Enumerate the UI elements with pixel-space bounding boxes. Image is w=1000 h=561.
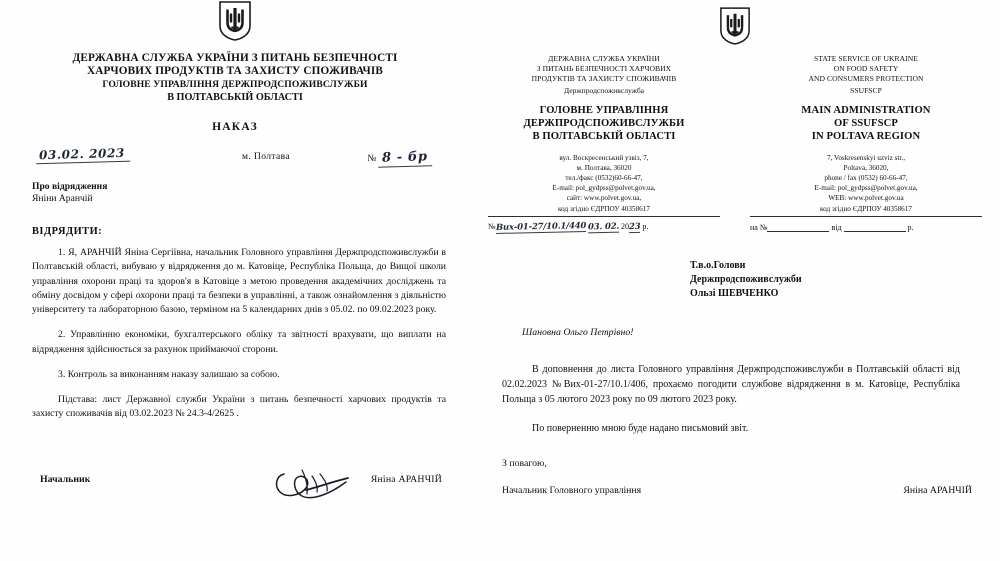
outgoing-number-handwritten: Вих-01-27/10.1/440 <box>495 220 586 233</box>
ukraine-trident-emblem-icon <box>0 0 470 42</box>
lh-uk-edrpou: код згідно ЄДРПОУ 40358617 <box>488 204 720 217</box>
incoming-date-label: від <box>831 222 842 232</box>
outgoing-date-handwritten: 03. 02. <box>587 221 620 233</box>
order-subject <box>32 181 470 206</box>
order-header-line-2: ХАРЧОВИХ ПРОДУКТІВ ТА ЗАХИСТУ СПОЖИВАЧІВ <box>86 65 383 78</box>
letter-body <box>502 362 960 436</box>
lh-en-website[interactable]: WEB: www.polvet.gov.ua <box>828 194 904 203</box>
order-signer-name: Яніна АРАНЧІЙ <box>370 473 442 485</box>
order-header-line-1: ДЕРЖАВНА СЛУЖБА УКРАЇНИ З ПИТАНЬ БЕЗПЕЧНОСТІ <box>72 52 398 64</box>
order-signature-block <box>32 464 446 512</box>
letterhead-ukrainian <box>488 54 720 217</box>
order-paragraph-basis: Підстава: лист Державної служби України з питань безпечності харчових продуктів та захисту споживачів від 03.02.2023 № 24.3-4/2625 . <box>32 394 446 420</box>
lh-en-org-line-2: ON FOOD SAFETY <box>833 64 899 74</box>
handwritten-signature-icon <box>272 460 362 509</box>
letter-signer-name: Яніна АРАНЧІЙ <box>903 485 972 497</box>
lh-en-org-line-1: STATE SERVICE OF UKRAINE <box>814 54 918 63</box>
ukraine-trident-emblem-icon <box>488 6 982 52</box>
lh-uk-main-line-2: ДЕРЖПРОДСПОЖИВСЛУЖБИ <box>523 117 685 129</box>
lh-uk-main-line-1: ГОЛОВНЕ УПРАВЛІННЯ <box>539 104 669 116</box>
order-meta-row <box>32 147 438 173</box>
order-paragraph-1: 1. Я, АРАНЧІЙ Яніна Сергіївна, начальник Головного управління Держпродспоживслужби в Полтавській області, вибуваю у відрядження до м. Катовіце, Республіка Польща, до Вищої школи управління охорони праці та здоров'я в Катовіце з метою проведення академічних досліджень та обміну досвідом у сфері охорони праці та безпеки в управлінні, а також ознайомлення з діяльністю університету та лабораторною базою, терміном на 5 календарних днів з 05.02. по 09.02.2023 року. <box>32 247 446 316</box>
order-directive-heading: ВІДРЯДИТИ: <box>32 226 103 238</box>
order-paragraph-3: 3. Контроль за виконанням наказу залишаю за собою. <box>58 368 280 380</box>
lh-en-department: SSUFSCP <box>850 85 882 95</box>
lh-en-main-line-2: OF SSUFSCP <box>834 117 898 129</box>
order-header-line-3: ГОЛОВНЕ УПРАВЛІННЯ ДЕРЖПРОДСПОЖИВСЛУЖБИ <box>102 79 368 91</box>
outgoing-year-handwritten: 23 <box>628 221 641 232</box>
order-paragraph-2: 2. Управлінню економіки, бухгалтерського обліку та звітності врахувати, що виплати на відрядження здійснюється за рахунок приймаючої сторони. <box>32 329 446 355</box>
lh-en-edrpou: код згідно ЄДРПОУ 40358617 <box>750 204 982 217</box>
lh-uk-phone: тел./факс (0532)60-66-47, <box>565 173 643 182</box>
lh-en-email[interactable]: E-mail: pol_gydpss@polvet.gov.ua, <box>814 184 918 193</box>
outgoing-year-suffix: р. <box>642 221 649 231</box>
order-header <box>40 52 430 104</box>
lh-uk-website[interactable]: сайт: www.polvet.gov.ua, <box>566 194 642 203</box>
letter-paragraph-2: По поверненню мною буде надано письмовий звіт. <box>532 423 749 435</box>
lh-uk-department: Держпродспоживслужба <box>563 85 645 95</box>
order-subject-line-2: Яніни Аранчій <box>32 193 93 205</box>
lh-en-address-1: 7, Voskresenskyi uzviz str., <box>827 153 905 162</box>
order-number-field <box>367 150 432 167</box>
addressee-line-2: Держпродспоживслужби <box>690 274 802 286</box>
lh-en-phone: phone / fax (0532) 60-66-47, <box>824 173 908 182</box>
incoming-number-blank[interactable] <box>767 222 829 232</box>
lh-en-org-line-3: AND CONSUMERS PROTECTION <box>808 74 924 84</box>
lh-uk-email[interactable]: E-mail: pol_gydpss@polvet.gov.ua, <box>552 184 656 193</box>
outgoing-number-label: № <box>488 221 496 231</box>
lh-uk-address-2: м. Полтава, 36020 <box>576 163 632 172</box>
order-number-label: № <box>367 153 377 164</box>
order-header-line-4: В ПОЛТАВСЬКІЙ ОБЛАСТІ <box>167 91 303 103</box>
outgoing-year-prefix: 20 <box>620 221 629 231</box>
lh-en-main-line-3: IN POLTAVA REGION <box>811 131 921 143</box>
order-date-handwritten: 03.02. 2023 <box>36 145 130 164</box>
order-body <box>32 246 446 422</box>
letter-salutation: Шановна Ольго Петрівно! <box>522 327 634 339</box>
incoming-suffix: р. <box>907 222 914 232</box>
lh-en-address-2: Poltava, 36020, <box>843 163 889 172</box>
incoming-reference <box>750 222 982 233</box>
letter-signer-role: Начальник Головного управління <box>502 485 642 497</box>
letter-regards: З повагою, <box>502 458 547 470</box>
lh-en-contact <box>750 153 982 217</box>
order-signer-role: Начальник <box>40 473 91 485</box>
lh-uk-org-line-3: ПРОДУКТІВ ТА ЗАХИСТУ СПОЖИВАЧІВ <box>531 74 677 84</box>
order-city: м. Полтава <box>242 151 291 162</box>
letter-paragraph-1: В доповнення до листа Головного управління Держпродспоживслужби в Полтавській області від 02.02.2023 №Вих-01-27/10.1/406, прохаємо погодити службове відрядження в м. Катовіце, Республіка Польща з 05 лютого 2023 року по 09 лютого 2023 року. <box>502 364 960 406</box>
letter-closing-block <box>502 458 972 496</box>
incoming-number-label: на № <box>750 222 768 232</box>
incoming-date-blank[interactable] <box>844 222 906 232</box>
addressee-line-1: Т.в.о.Голови <box>690 259 746 271</box>
lh-en-main-line-1: MAIN ADMINISTRATION <box>801 104 931 116</box>
order-document-page <box>0 0 470 561</box>
addressee-block <box>470 259 920 302</box>
letter-reference-row <box>488 222 982 233</box>
letter-document-page <box>470 0 1000 561</box>
lh-uk-main-line-3: В ПОЛТАВСЬКІЙ ОБЛАСТІ <box>532 131 676 143</box>
lh-uk-org-line-2: З ПИТАНЬ БЕЗПЕЧНОСТІ ХАРЧОВИХ <box>536 64 672 74</box>
lh-uk-contact <box>488 153 720 217</box>
outgoing-reference <box>488 222 720 233</box>
letterhead-english <box>750 54 982 217</box>
order-subject-line-1: Про відрядження <box>32 180 108 192</box>
order-title: НАКАЗ <box>212 120 258 133</box>
lh-uk-address-1: вул. Воскресенський узвіз, 7, <box>559 153 649 162</box>
order-number-handwritten: 8 - бр <box>378 149 432 167</box>
letterhead <box>488 0 982 217</box>
lh-uk-org-line-1: ДЕРЖАВНА СЛУЖБА УКРАЇНИ <box>548 54 660 63</box>
addressee-line-3: Ользі ШЕВЧЕНКО <box>690 288 779 300</box>
